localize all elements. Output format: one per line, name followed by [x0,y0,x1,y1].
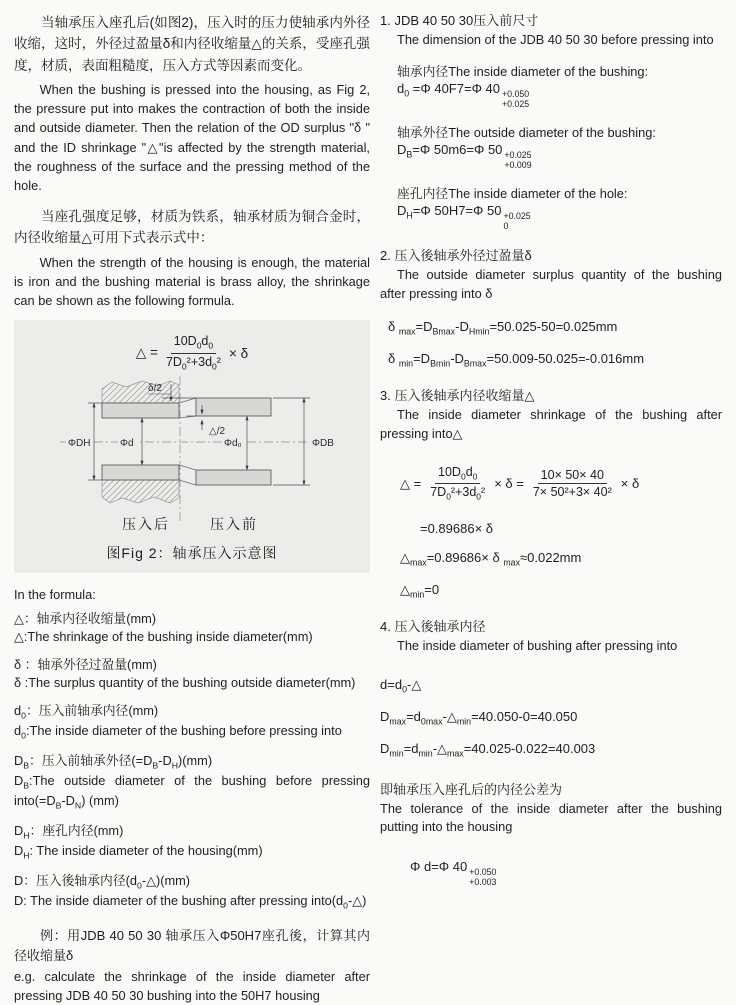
definition-item [14,822,370,862]
tolerance-stack [503,212,530,232]
eq-fraction-numeric [530,468,615,500]
bushing-before-bottom-strip [196,470,271,485]
condition-paragraph-zh: 当座孔强度足够，材质为铁系，轴承材质为铜合金时，内径收缩量△可用下式表示式中： [14,209,370,246]
dim-db-lines [273,398,310,485]
tolerance-lower: 0 [503,220,509,231]
section-2-title-en: The outside diameter surplus quantity of the bushing after pressing into δ [380,267,722,301]
definition-zh: $D_B$：压入前轴承外径$(=D_B-D_H)(mm)$ [14,753,213,771]
definition-en: △:The shrinkage of the bushing inside diameter(mm) [14,629,313,645]
example-zh: 例：用JDB 40 50 30 轴承压入Φ50H7座孔後，计算其内径收缩量δ [14,927,370,964]
section-3-title-zh: 3. 压入後轴承内径收缩量△ [380,388,535,404]
tolerance-upper: +0.025 [504,150,532,161]
dim-row-label: 座孔内径The inside diameter of the hole: [397,185,628,201]
formula-line: δ $_{min}=D_{Bmin}-D_{Bmax}=50.009-50.025=-0.016mm$ [388,351,645,369]
final-dimension [410,857,722,888]
formula-line: $d=d_0-\triangle$ [380,677,422,695]
dim-label-d0: Φd₀ [224,437,242,449]
tolerance-stack [504,151,531,171]
definition-item [14,872,370,912]
definition-en: $D_H$: The inside diameter of the housing(mm) [14,842,263,861]
formula-fraction [163,334,224,372]
eq-num-symbolic: $10D_0d_0$ [435,465,480,484]
section-3-title-en: The inside diameter shrinkage of the bushing after pressing into△ [380,406,722,441]
section-4-title-en: The inside diameter of bushing after pressing into [397,637,678,653]
figure-caption: 图Fig 2：轴承压入示意图 [106,544,278,561]
dim-row-label: 轴承内径The inside diameter of the bushing: [397,64,649,80]
definition-zh: $D_H$：座孔内径(mm) [14,822,124,841]
formula-denominator: $7D_0^2+3d_0^2$ [165,354,221,372]
tolerance-upper: +0.025 [503,210,531,221]
section-1-title-zh: 1. JDB 40 50 30压入前尺寸 [380,13,539,28]
right-column [380,12,722,1005]
tolerance-lower: +0.003 [469,876,497,887]
formula-numerator: $10D_0d_0$ [171,334,216,353]
dim-label-dh: ΦDH [68,437,91,449]
tolerance-upper: +0.050 [469,866,497,877]
bushing-before-top-strip [196,398,271,416]
tolerance-note-en: The tolerance of the inside diameter after the bushing putting into the housing [380,800,722,835]
figure-formula [14,328,370,376]
condition-paragraph-en: When the strength of the housing is enough, the material is iron and the bushing material is brass alloy, the shrinkage can be shown as the following formula. [14,254,370,309]
definition-zh: $d_0$：压入前轴承内径(mm) [14,703,159,722]
shrinkage-equation [400,465,722,503]
eq-fraction-symbolic [427,465,488,503]
eq-num-numeric: 10× 50× 40 [538,468,607,484]
housing-hatch-top [102,381,179,403]
definitions-list [14,610,370,912]
definition-item [14,656,370,692]
section-1 [380,12,722,231]
definition-en: $d_0:The$ inside diameter of the bushing before pressing into [14,723,342,741]
eq-lhs: △ = [400,475,422,491]
label-after-pressing: 压入后 [122,515,170,532]
formula-line: =0.89686× δ [420,520,494,536]
dim-label-d: Φd [120,437,134,449]
final-dimension-base: Φ d=Φ 40 [410,858,468,874]
label-before-pressing: 压入前 [210,515,258,532]
definition-zh: D：压入後轴承内径$(d_0-\triangle)(mm)$ [14,872,191,891]
formula-rhs: × δ [228,345,249,361]
dim-label-db: ΦDB [312,437,334,449]
dim-row-label: 轴承外径The outside diameter of the bushing: [397,125,656,141]
definitions-title: In the formula: [14,586,96,602]
definition-item [14,752,370,812]
eq-mid: × δ = [494,476,524,492]
section-1-title-en: The dimension of the JDB 40 50 30 before pressing into [397,31,714,47]
formula-line: $D_{max}=d_{0max}-\triangle_{min}=40.050-0=40.050$ [380,709,578,727]
intro-paragraph-en: When the bushing is pressed into the housing, as Fig 2, the pressure put into makes the contraction of both the inside and outside diameter. Then the relation of the OD surplus "δ " and the ID shrinkage "△"is affected by the strength material, the roughness of the surface and the pressing method of the hole. [14,81,370,193]
tolerance-note-zh: 即轴承压入座孔后的内径公差为 [380,781,563,797]
dim-row-value [397,203,722,232]
figure-2-panel [14,320,370,573]
tolerance-lower: +0.025 [502,99,530,110]
dim-value-base: $D_B=\Phi$ 50m6=Φ 50 [397,142,503,160]
eq-rhs: × δ [620,476,640,492]
dim-row-value [397,81,722,110]
housing-hatch-bottom [102,480,179,503]
formula-line: $\triangle_{min}=0$ [400,581,440,600]
dim-row-value [397,142,722,171]
eq-den-symbolic: $7D_0^2+3d_0^2$ [430,485,486,502]
dim-value-base: $d_0 =\Phi$ 40F7=Φ 40 [397,81,501,99]
section-3 [380,387,722,602]
section-2 [380,247,722,371]
eq-den-numeric: 7× 50²+3× 40² [532,485,612,500]
definition-en: $D_B:The$ outside diameter of the bushing before pressing $into(=D_B-D_N)$ (mm) [14,773,370,811]
definition-item [14,702,370,742]
bushing-after-bottom-strip [102,465,179,480]
tolerance-stack [502,90,529,110]
left-column [14,12,370,1005]
tolerance-upper: +0.050 [502,89,530,100]
section-4-title-zh: 4. 压入後轴承内径 [380,618,486,634]
section-2-title-zh: 2. 压入後轴承外径过盈量δ [380,248,532,264]
formula-lhs: △ = [135,345,158,361]
dim-label-tri-half: △/2 [209,425,226,437]
tolerance-lower: +0.009 [504,159,532,170]
formula-line: δ $_{max}=D_{Bmax}-D_{Hmin}=50.025-50=0.025mm$ [388,319,618,337]
bushing-after-top-strip [102,403,179,418]
example-block [14,926,370,1005]
formula-line: $D_{min}=d_{min}-\triangle_{max}=40.025-0.022=40.003$ [380,740,596,759]
definition-en: δ :The surplus quantity of the bushing outside diameter(mm) [14,675,356,691]
dim-value-base: $D_H=\Phi$ 50H7=Φ 50 [397,202,502,221]
section-4 [380,618,722,888]
dim-label-delta-half: δ/2 [148,382,162,394]
definition-item [14,610,370,646]
formula-line: $\triangle_{max}=0.89686\times \delta$ $_{max}$≈0.022mm [400,550,582,568]
bushing-press-diagram [14,376,368,536]
tolerance-stack [469,868,496,888]
definition-zh: δ ：轴承外径过盈量(mm) [14,657,157,673]
intro-paragraph-zh: 当轴承压入座孔后(如图2)，压入时的压力使轴承内外径收缩，这时，外径过盈量δ和内径收缩量△的关系，受座孔强度，材质，表面粗糙度，压入方式等因素而变化。 [14,15,370,73]
definition-zh: △：轴承内径收缩量(mm) [14,610,157,626]
transition-lines [179,398,196,485]
example-en: e.g. calculate the shrinkage of the inside diameter after pressing JDB 40 50 30 bushing into the 50H7 housing [14,968,370,1003]
definition-en: D: The inside diameter of the bushing after pressing $into(d_0-\triangle)$ [14,892,367,911]
